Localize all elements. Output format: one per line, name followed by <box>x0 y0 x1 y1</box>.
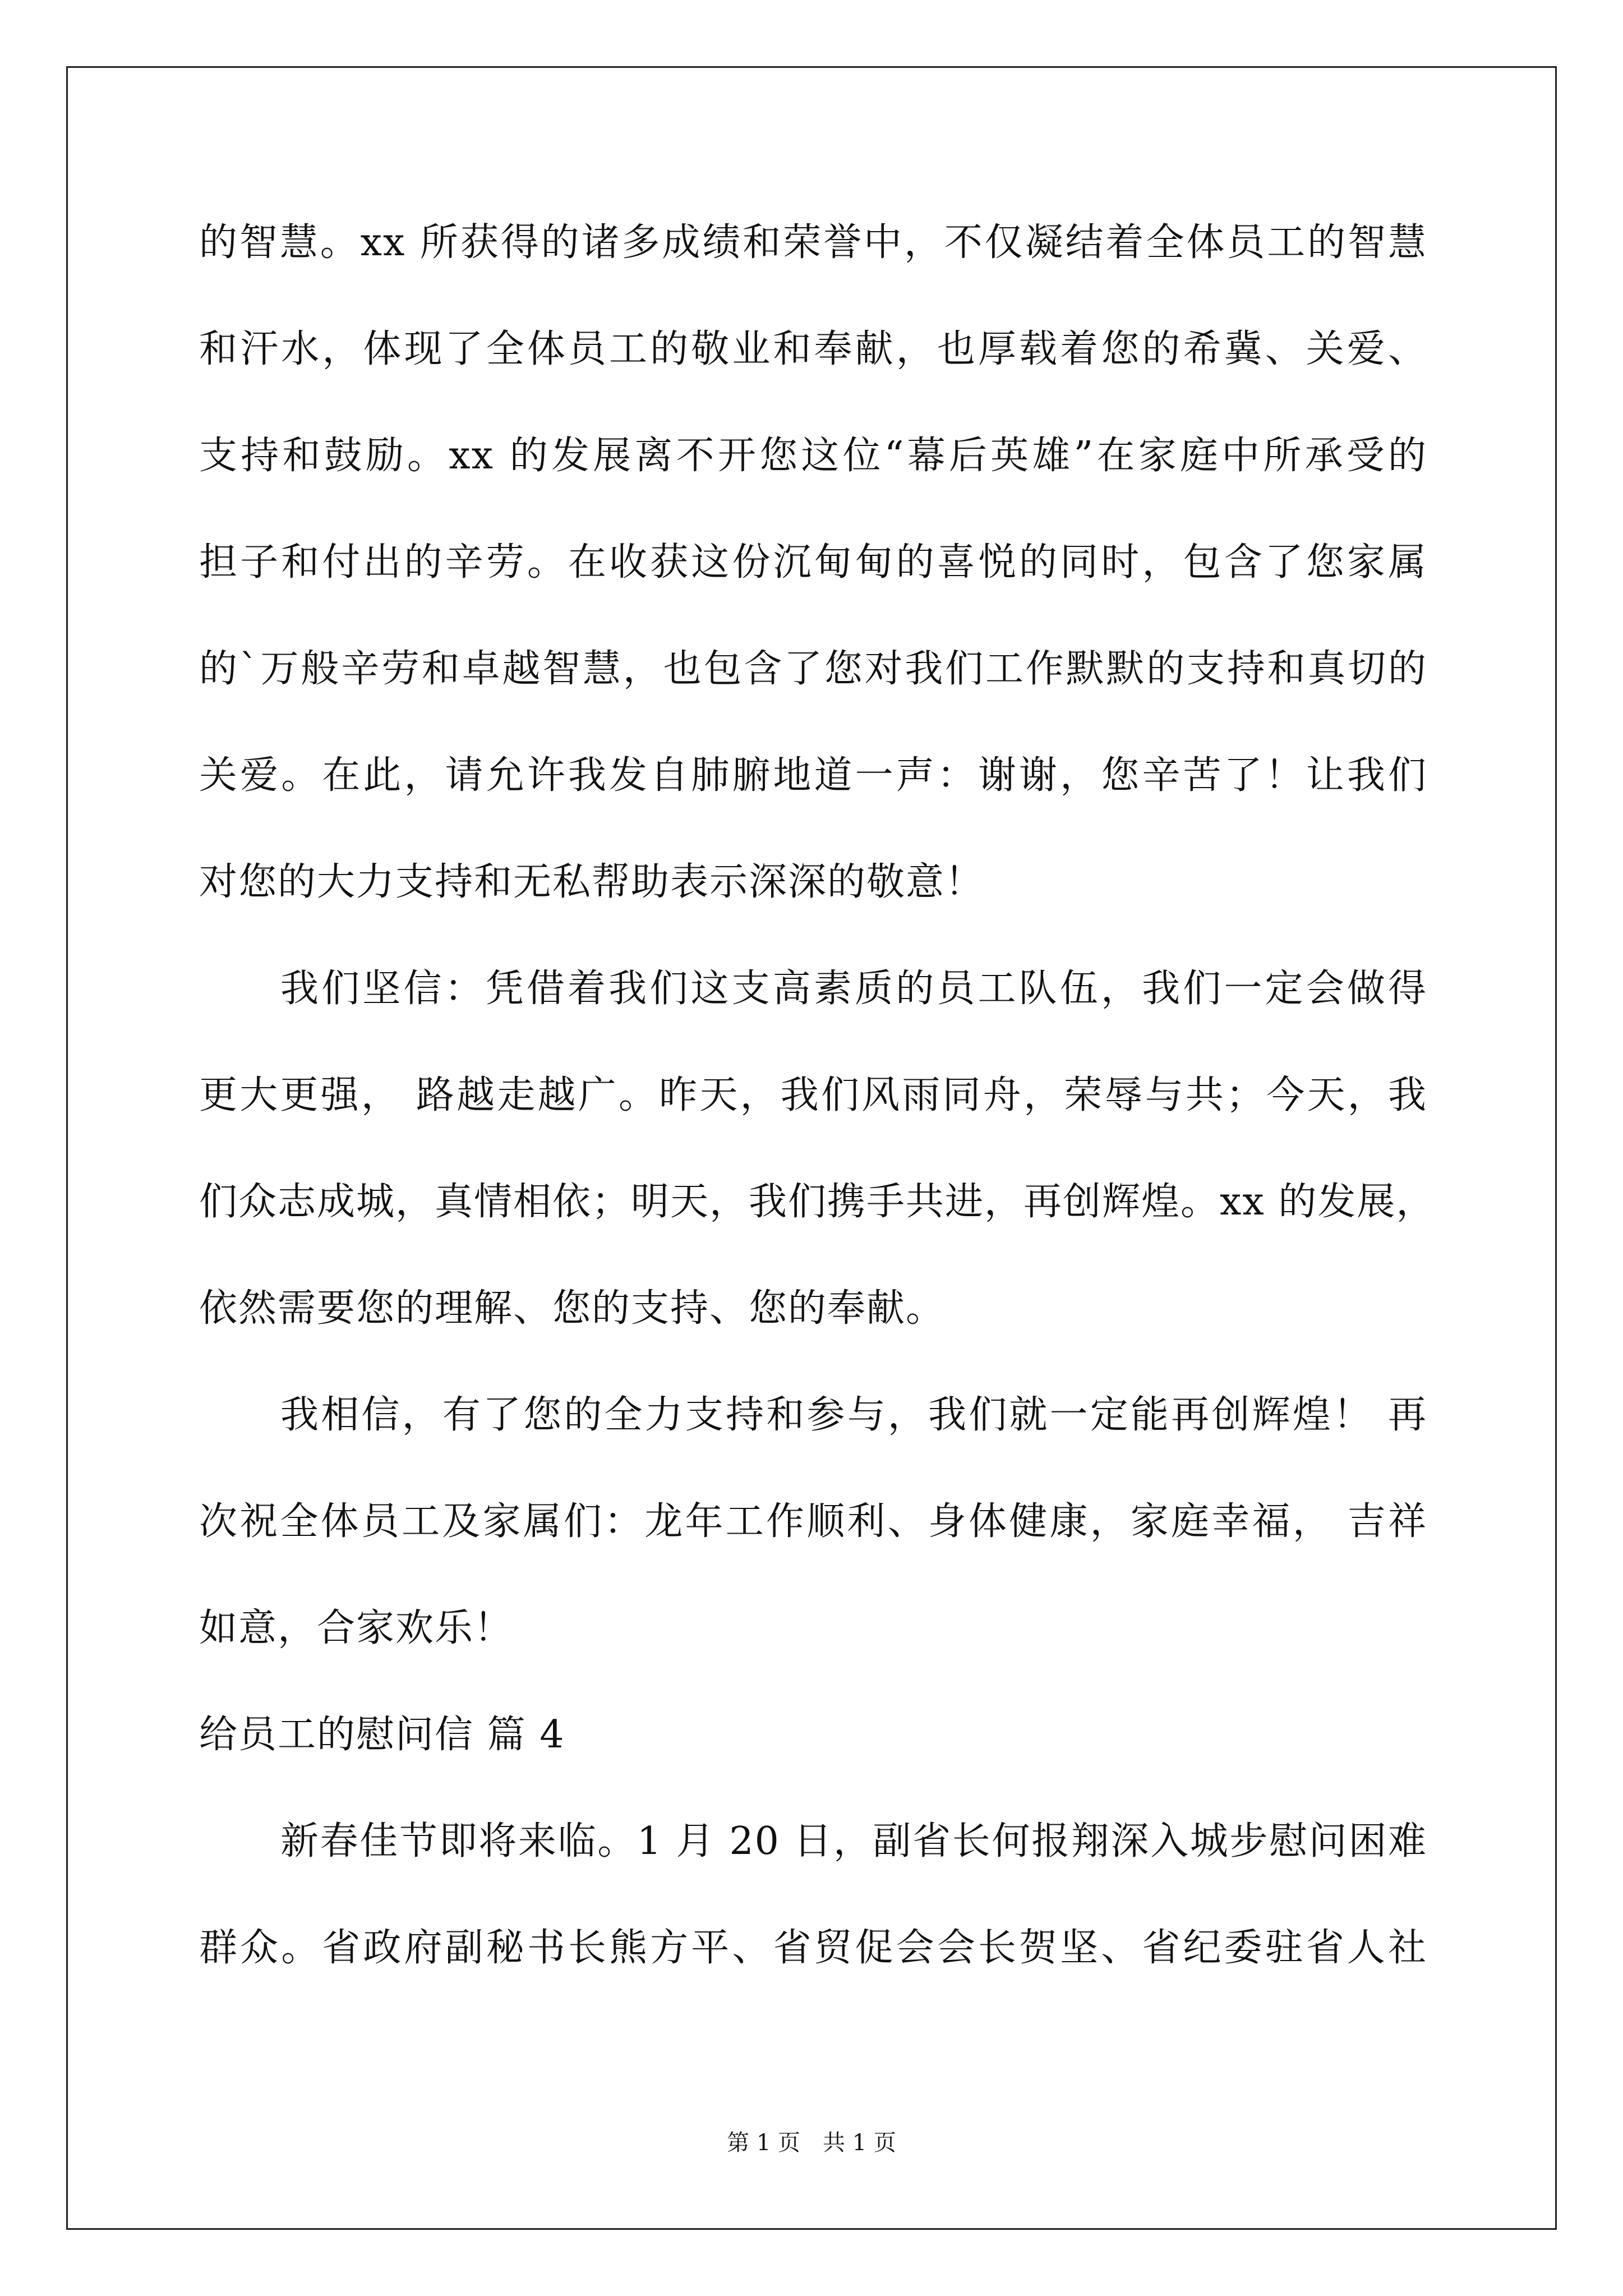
text-line: 更大更强， 路越走越广。昨天，我们风雨同舟，荣辱与共；今天，我 <box>199 1073 1427 1117</box>
text-line: 的`万般辛劳和卓越智慧，也包含了您对我们工作默默的支持和真切的 <box>199 647 1427 691</box>
section-heading: 给员工的慰问信 篇 4 <box>199 1713 565 1757</box>
text-line: 担子和付出的辛劳。在收获这份沉甸甸的喜悦的同时，包含了您家属 <box>199 540 1427 585</box>
text-line: 我相信，有了您的全力支持和参与，我们就一定能再创辉煌！ 再 <box>280 1393 1427 1437</box>
text-line: 关爱。在此，请允许我发自肺腑地道一声：谢谢，您辛苦了！让我们 <box>199 753 1427 798</box>
text-line: 我们坚信：凭借着我们这支高素质的员工队伍，我们一定会做得 <box>280 967 1427 1011</box>
text-line: 如意，合家欢乐！ <box>199 1606 514 1650</box>
document-body <box>199 213 1436 2025</box>
text-line: 们众志成城，真情相依；明天，我们携手共进，再创辉煌。xx 的发展， <box>199 1180 1436 1224</box>
text-line: 对您的大力支持和无私帮助表示深深的敬意！ <box>199 860 985 904</box>
text-line: 次祝全体员工及家属们：龙年工作顺利、身体健康，家庭幸福， 吉祥 <box>199 1499 1427 1544</box>
text-line: 群众。省政府副秘书长熊方平、省贸促会会长贺坚、省纪委驻省人社 <box>199 1926 1427 1970</box>
text-line: 的智慧。xx 所获得的诸多成绩和荣誉中，不仅凝结着全体员工的智慧 <box>199 220 1427 265</box>
page-footer: 第 1 页 共 1 页 <box>727 2130 896 2156</box>
text-line: 和汗水，体现了全体员工的敬业和奉献，也厚载着您的希冀、关爱、 <box>199 327 1427 371</box>
text-line: 支持和鼓励。xx 的发展离不开您这位“幕后英雄”在家庭中所承受的 <box>199 434 1428 478</box>
text-line: 新春佳节即将来临。1 月 20 日，副省长何报翔深入城步慰问困难 <box>280 1819 1427 1864</box>
text-line: 依然需要您的理解、您的支持、您的奉献。 <box>199 1286 946 1331</box>
